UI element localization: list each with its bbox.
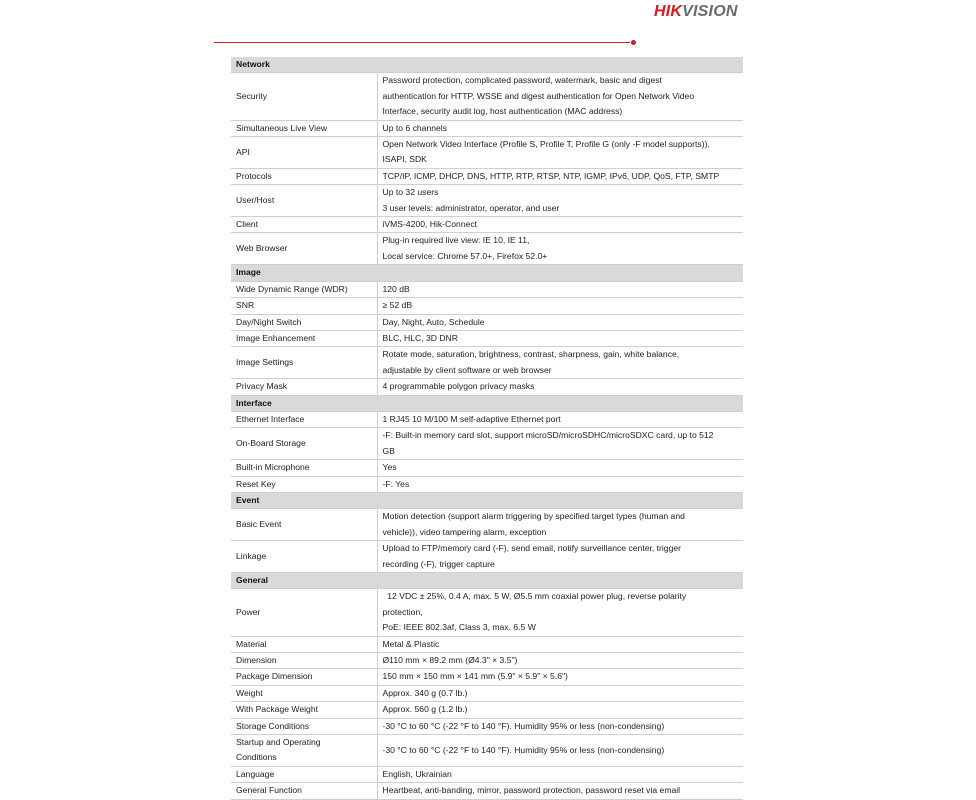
spec-row-image-settings [231, 347, 743, 379]
spec-label: With Package Weight [231, 702, 377, 718]
spec-value-line: authentication for HTTP, WSSE and digest authentication for Open Network Video [382, 90, 695, 101]
spec-value-line: 12 VDC ± 25%, 0.4 A, max. 5 W, Ø5.5 mm coaxial power plug, reverse polarity [382, 591, 687, 602]
spec-value [377, 460, 743, 476]
spec-label: Power [231, 589, 377, 636]
spec-label-line: Startup and Operating [236, 737, 321, 748]
spec-row-dimension [231, 653, 743, 669]
spec-label: Privacy Mask [231, 379, 377, 395]
spec-row-day-night-switch [231, 314, 743, 330]
spec-row-storage-conditions [231, 718, 743, 734]
spec-row-reset-key [231, 476, 743, 492]
spec-value [377, 718, 743, 734]
spec-row-basic-event [231, 509, 743, 541]
spec-value-line: adjustable by client software or web browser [382, 364, 552, 375]
spec-value [377, 702, 743, 718]
spec-value [377, 766, 743, 782]
spec-value-line: Yes [382, 462, 397, 473]
spec-value [377, 298, 743, 314]
spec-label: Dimension [231, 653, 377, 669]
spec-row-power [231, 589, 743, 636]
section-header-image [231, 265, 743, 281]
spec-value [377, 314, 743, 330]
spec-value [377, 137, 743, 169]
spec-label: Reset Key [231, 476, 377, 492]
spec-label: Basic Event [231, 509, 377, 541]
spec-row-user-host [231, 185, 743, 217]
section-header-network [231, 57, 743, 73]
spec-value-line: recording (-F), trigger capture [382, 558, 495, 569]
spec-value-line: TCP/IP, ICMP, DHCP, DNS, HTTP, RTP, RTSP, NTP, IGMP, IPv6, UDP, QoS, FTP, SMTP [382, 170, 720, 181]
spec-value [377, 411, 743, 427]
spec-value-line: GB [382, 445, 395, 456]
spec-label: Package Dimension [231, 669, 377, 685]
spec-row-security [231, 73, 743, 120]
spec-value-line: Local service: Chrome 57.0+, Firefox 52.0+ [382, 250, 548, 261]
spec-value-line: -F: Yes [382, 478, 410, 489]
spec-value [377, 476, 743, 492]
spec-label: Security [231, 73, 377, 120]
spec-value-line: Interface, security audit log, host authentication (MAC address) [382, 106, 623, 117]
spec-row-general-function [231, 783, 743, 799]
spec-label: Image Settings [231, 347, 377, 379]
spec-value-line: -30 °C to 60 °C (-22 °F to 140 °F). Humidity 95% or less (non-condensing) [382, 720, 665, 731]
spec-value [377, 233, 743, 265]
spec-value [377, 73, 743, 120]
spec-label: Material [231, 636, 377, 652]
spec-label: Storage Conditions [231, 718, 377, 734]
spec-row-language [231, 766, 743, 782]
spec-value-line: Ø110 mm × 89.2 mm (Ø4.3" × 3.5") [382, 655, 518, 666]
spec-value-line: Up to 32 users [382, 187, 439, 198]
spec-row-material [231, 636, 743, 652]
spec-label: Simultaneous Live View [231, 120, 377, 136]
spec-row-web-browser [231, 233, 743, 265]
spec-value-line: Metal & Plastic [382, 638, 440, 649]
spec-label: Image Enhancement [231, 330, 377, 346]
spec-row-api [231, 137, 743, 169]
section-title: Event [231, 492, 743, 508]
spec-value [377, 120, 743, 136]
spec-value-line: Motion detection (support alarm triggering by specified target types (human and [382, 511, 685, 522]
spec-row-image-enhancement [231, 330, 743, 346]
section-title: Image [231, 265, 743, 281]
spec-value [377, 541, 743, 573]
spec-row-wide-dynamic-range-wdr [231, 281, 743, 297]
spec-row-package-dimension [231, 669, 743, 685]
spec-value-line: Open Network Video Interface (Profile S, Profile T, Profile G (only -F model supports)), [382, 139, 710, 150]
spec-label: SNR [231, 298, 377, 314]
spec-value-line: iVMS-4200, Hik-Connect [382, 219, 478, 230]
brand-logo-part1: HIK [654, 3, 683, 20]
spec-value [377, 685, 743, 701]
spec-label [231, 735, 377, 767]
spec-row-with-package-weight [231, 702, 743, 718]
spec-row-ethernet-interface [231, 411, 743, 427]
section-title: General [231, 573, 743, 589]
spec-row-startup-and-operating-conditions [231, 735, 743, 767]
spec-label: On-Board Storage [231, 428, 377, 460]
spec-value-line: 4 programmable polygon privacy masks [382, 381, 535, 392]
spec-value-line: ISAPI, SDK [382, 154, 427, 165]
spec-value-line: -F: Built-in memory card slot, support microSD/microSDHC/microSDXC card, up to 512 [382, 430, 714, 441]
spec-value [377, 379, 743, 395]
spec-label: General Function [231, 783, 377, 799]
spec-value [377, 783, 743, 799]
spec-value [377, 168, 743, 184]
spec-value [377, 735, 743, 767]
spec-label: Linkage [231, 541, 377, 573]
section-title: Network [231, 57, 743, 73]
spec-value-line: protection, [382, 606, 423, 617]
spec-value-line: PoE: IEEE 802.3af, Class 3, max. 6.5 W [382, 622, 536, 633]
spec-row-client [231, 217, 743, 233]
spec-label: Built-in Microphone [231, 460, 377, 476]
spec-value-line: -30 °C to 60 °C (-22 °F to 140 °F). Humidity 95% or less (non-condensing) [382, 744, 665, 755]
spec-value-line: Password protection, complicated password, watermark, basic and digest [382, 75, 662, 86]
spec-table-body [231, 57, 743, 799]
spec-value [377, 185, 743, 217]
spec-label: Wide Dynamic Range (WDR) [231, 281, 377, 297]
spec-value-line: Plug-in required live view: IE 10, IE 11, [382, 235, 530, 246]
spec-value-line: Upload to FTP/memory card (-F), send email, notify surveillance center, trigger [382, 543, 682, 554]
spec-label: Ethernet Interface [231, 411, 377, 427]
spec-value-line: Day, Night, Auto, Schedule [382, 316, 485, 327]
spec-value [377, 636, 743, 652]
spec-value-line: Approx. 560 g (1.2 lb.) [382, 704, 468, 715]
spec-value [377, 217, 743, 233]
brand-logo [654, 3, 738, 21]
header-rule-dot [631, 40, 636, 45]
spec-value-line: vehicle)), video tampering alarm, exception [382, 526, 547, 537]
spec-value [377, 330, 743, 346]
section-title: Interface [231, 395, 743, 411]
section-header-interface [231, 395, 743, 411]
spec-row-privacy-mask [231, 379, 743, 395]
header-rule [214, 42, 630, 43]
spec-value [377, 589, 743, 636]
spec-label: Weight [231, 685, 377, 701]
spec-row-linkage [231, 541, 743, 573]
spec-label-line: Conditions [236, 752, 277, 763]
spec-label: API [231, 137, 377, 169]
spec-label: Client [231, 217, 377, 233]
spec-label: Language [231, 766, 377, 782]
spec-row-snr [231, 298, 743, 314]
spec-row-built-in-microphone [231, 460, 743, 476]
section-header-general [231, 573, 743, 589]
spec-table [231, 57, 743, 800]
spec-value [377, 653, 743, 669]
spec-value-line: BLC, HLC, 3D DNR [382, 332, 458, 343]
spec-value [377, 428, 743, 460]
spec-value-line: 1 RJ45 10 M/100 M self-adaptive Ethernet port [382, 413, 561, 424]
spec-value [377, 281, 743, 297]
spec-value-line: 3 user levels: administrator, operator, and user [382, 202, 560, 213]
spec-value-line: Heartbeat, anti-banding, mirror, password protection, password reset via email [382, 785, 681, 796]
spec-row-protocols [231, 168, 743, 184]
spec-value-line: Rotate mode, saturation, brightness, contrast, sharpness, gain, white balance, [382, 349, 680, 360]
spec-row-simultaneous-live-view [231, 120, 743, 136]
spec-value-line: Up to 6 channels [382, 122, 447, 133]
spec-value-line: Approx. 340 g (0.7 lb.) [382, 687, 468, 698]
spec-label: User/Host [231, 185, 377, 217]
section-header-event [231, 492, 743, 508]
spec-label: Day/Night Switch [231, 314, 377, 330]
spec-row-on-board-storage [231, 428, 743, 460]
spec-value-line: 150 mm × 150 mm × 141 mm (5.9" × 5.9" × 5.6") [382, 671, 568, 682]
spec-value-line: ≥ 52 dB [382, 300, 413, 311]
spec-value-line: English, Ukrainian [382, 768, 452, 779]
spec-label: Protocols [231, 168, 377, 184]
spec-value-line: 120 dB [382, 283, 410, 294]
spec-value [377, 509, 743, 541]
spec-value [377, 347, 743, 379]
spec-row-weight [231, 685, 743, 701]
spec-label: Web Browser [231, 233, 377, 265]
spec-value [377, 669, 743, 685]
brand-logo-part2: VISION [682, 3, 738, 20]
